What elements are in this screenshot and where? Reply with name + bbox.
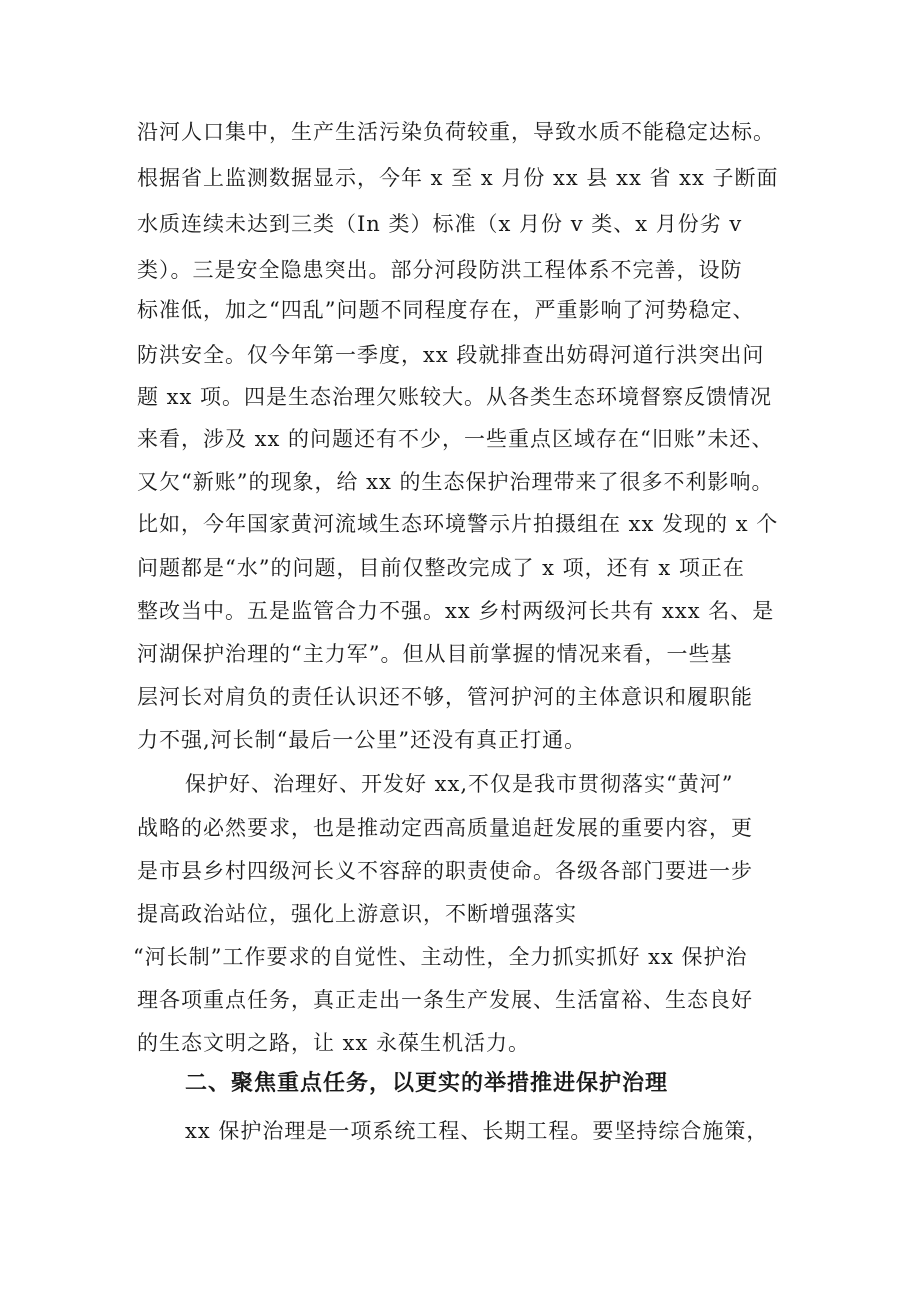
paragraph-line: 提高政治站位，强化上游意识，不断增强落实: [137, 902, 577, 926]
paragraph-line: 河湖保护治理的“主力军”。但从目前掌握的情况来看，一些基: [137, 642, 733, 666]
paragraph-line: 沿河人口集中，生产生活污染负荷较重，导致水质不能稳定达标。: [137, 120, 775, 144]
paragraph-line: 比如，今年国家黄河流域生态环境警示片拍摄组在 xx 发现的 x 个: [137, 512, 779, 536]
paragraph-line: 题 xx 项。四是生态治理欠账较大。从各类生态环境督察反馈情况: [137, 385, 773, 409]
section-heading: 二、聚焦重点任务，以更实的举措推进保护治理: [185, 1071, 669, 1096]
paragraph-line: 根据省上监测数据显示，今年 x 至 x 月份 xx 县 xx 省 xx 子断面: [137, 166, 779, 190]
paragraph-line: 标准低，加之“四乱”问题不同程度存在，严重影响了河势稳定、: [137, 298, 755, 322]
paragraph-line: “河长制”工作要求的自觉性、主动性，全力抓实抓好 xx 保护治: [133, 945, 748, 969]
paragraph-line: 问题都是“水”的问题，目前仅整改完成了 x 项，还有 x 项正在: [137, 556, 745, 580]
paragraph-line: 保护好、治理好、开发好 xx,不仅是我市贯彻落实“黄河”: [185, 772, 734, 796]
paragraph-line: 来看，涉及 xx 的问题还有不少，一些重点区域存在“旧账”未还、: [137, 427, 774, 451]
paragraph-line: 防洪安全。仅今年第一季度，xx 段就排查出妨碍河道行洪突出问: [137, 343, 765, 367]
paragraph-line: 战略的必然要求，也是推动定西高质量追赶发展的重要内容，更: [137, 816, 753, 840]
paragraph-line: 类）。三是安全隐患突出。部分河段防洪工程体系不完善，设防: [137, 258, 743, 282]
paragraph-line: xx 保护治理是一项系统工程、长期工程。要坚持综合施策，: [185, 1119, 769, 1143]
paragraph-line: 是市县乡村四级河长义不容辞的职责使命。各级各部门要进一步: [137, 859, 753, 883]
paragraph-line: 水质连续未达到三类（In 类）标准（x 月份 v 类、x 月份劣 v: [137, 212, 743, 236]
paragraph-line: 理各项重点任务，真正走出一条生产发展、生活富裕、生态良好: [137, 988, 753, 1012]
paragraph-line: 整改当中。五是监管合力不强。xx 乡村两级河长共有 xxx 名、是: [137, 599, 775, 623]
paragraph-line: 层河长对肩负的责任认识还不够，管河护河的主体意识和履职能: [137, 685, 753, 709]
paragraph-line: 力不强,河长制“最后一公里”还没有真正打通。: [137, 728, 587, 752]
paragraph-line: 又欠“新账”的现象，给 xx 的生态保护治理带来了很多不利影响。: [137, 470, 774, 494]
paragraph-line: 的生态文明之路，让 xx 永葆生机活力。: [137, 1031, 531, 1055]
